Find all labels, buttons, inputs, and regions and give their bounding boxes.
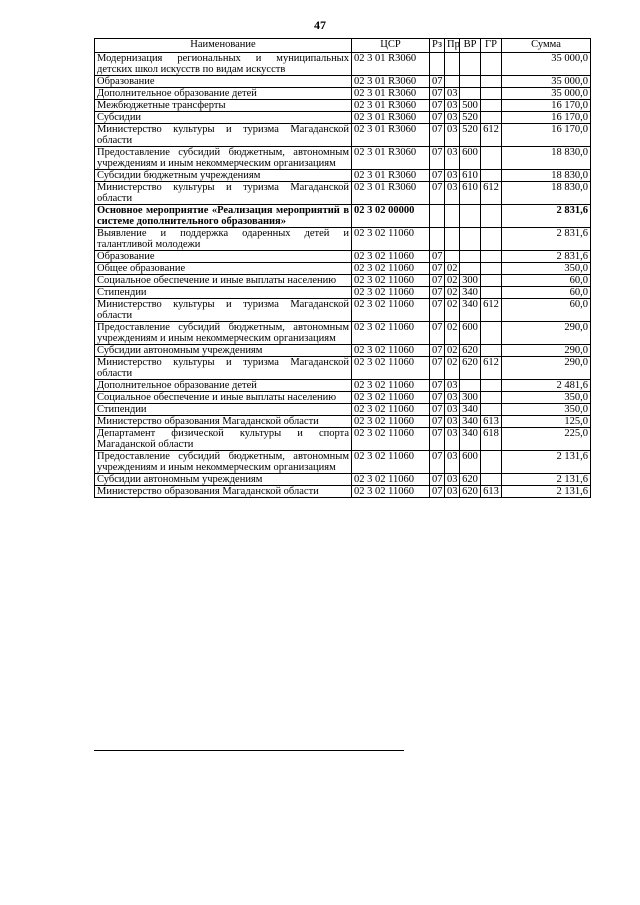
- header-sum: Сумма: [502, 39, 591, 53]
- table-row: [95, 53, 591, 76]
- cell-sum: 16 170,0: [502, 112, 591, 124]
- cell-pr: [445, 228, 460, 251]
- cell-sum: 18 830,0: [502, 147, 591, 170]
- cell-csr: 02 3 02 11060: [352, 486, 430, 498]
- cell-vr: 620: [460, 474, 481, 486]
- cell-pr: 03: [445, 428, 460, 451]
- cell-rz: 07: [430, 170, 445, 182]
- cell-pr: 03: [445, 416, 460, 428]
- cell-vr: 600: [460, 322, 481, 345]
- cell-pr: 03: [445, 147, 460, 170]
- table-row: [95, 124, 591, 147]
- cell-vr: 340: [460, 299, 481, 322]
- table-row: [95, 251, 591, 263]
- cell-pr: 03: [445, 380, 460, 392]
- cell-pr: 02: [445, 357, 460, 380]
- header-name: Наименование: [95, 39, 352, 53]
- cell-rz: 07: [430, 287, 445, 299]
- cell-name: Министерство образования Магаданской области: [95, 416, 352, 428]
- cell-pr: 03: [445, 112, 460, 124]
- cell-gr: [481, 147, 502, 170]
- cell-name: Предоставление субсидий бюджетным, автономным учреждениям и иным некоммерческим организациям: [95, 147, 352, 170]
- table-row: [95, 345, 591, 357]
- cell-vr: [460, 53, 481, 76]
- cell-vr: 620: [460, 486, 481, 498]
- cell-pr: 03: [445, 392, 460, 404]
- cell-csr: 02 3 02 00000: [352, 205, 430, 228]
- cell-csr: 02 3 02 11060: [352, 228, 430, 251]
- cell-vr: 300: [460, 392, 481, 404]
- cell-rz: 07: [430, 345, 445, 357]
- cell-rz: [430, 205, 445, 228]
- cell-rz: [430, 228, 445, 251]
- cell-rz: 07: [430, 88, 445, 100]
- cell-gr: [481, 76, 502, 88]
- table-row: [95, 299, 591, 322]
- cell-name: Социальное обеспечение и иные выплаты населению: [95, 275, 352, 287]
- cell-rz: 07: [430, 147, 445, 170]
- cell-csr: 02 3 02 11060: [352, 322, 430, 345]
- cell-name: Дополнительное образование детей: [95, 88, 352, 100]
- cell-sum: 2 131,6: [502, 486, 591, 498]
- budget-table: [94, 38, 591, 498]
- cell-sum: 35 000,0: [502, 53, 591, 76]
- cell-csr: 02 3 01 R3060: [352, 170, 430, 182]
- cell-rz: 07: [430, 124, 445, 147]
- cell-name: Министерство культуры и туризма Магаданской области: [95, 299, 352, 322]
- cell-name: Предоставление субсидий бюджетным, автономным учреждениям и иным некоммерческим организациям: [95, 322, 352, 345]
- table-row: [95, 147, 591, 170]
- table-row: [95, 182, 591, 205]
- cell-csr: 02 3 02 11060: [352, 275, 430, 287]
- table-row: [95, 275, 591, 287]
- cell-name: Социальное обеспечение и иные выплаты населению: [95, 392, 352, 404]
- cell-gr: 618: [481, 428, 502, 451]
- cell-rz: 07: [430, 100, 445, 112]
- cell-csr: 02 3 02 11060: [352, 404, 430, 416]
- cell-rz: 07: [430, 76, 445, 88]
- cell-pr: 02: [445, 263, 460, 275]
- cell-rz: 07: [430, 416, 445, 428]
- cell-csr: 02 3 01 R3060: [352, 53, 430, 76]
- cell-gr: [481, 404, 502, 416]
- cell-name: Модернизация региональных и муниципальных детских школ искусств по видам искусств: [95, 53, 352, 76]
- cell-sum: 2 831,6: [502, 251, 591, 263]
- cell-csr: 02 3 01 R3060: [352, 76, 430, 88]
- cell-vr: [460, 88, 481, 100]
- cell-pr: [445, 251, 460, 263]
- header-gr: ГР: [481, 39, 502, 53]
- cell-rz: 07: [430, 486, 445, 498]
- cell-gr: [481, 88, 502, 100]
- cell-rz: [430, 53, 445, 76]
- cell-sum: 35 000,0: [502, 88, 591, 100]
- cell-gr: [481, 170, 502, 182]
- table-row: [95, 428, 591, 451]
- table-row: [95, 112, 591, 124]
- table-row: [95, 88, 591, 100]
- table-row: [95, 486, 591, 498]
- cell-pr: 02: [445, 322, 460, 345]
- cell-rz: 07: [430, 380, 445, 392]
- cell-name: Министерство культуры и туризма Магаданской области: [95, 124, 352, 147]
- cell-name: Выявление и поддержка одаренных детей и талантливой молодежи: [95, 228, 352, 251]
- cell-pr: 03: [445, 170, 460, 182]
- cell-sum: 2 831,6: [502, 205, 591, 228]
- cell-rz: 07: [430, 428, 445, 451]
- table-row: [95, 287, 591, 299]
- table-row: [95, 228, 591, 251]
- cell-csr: 02 3 01 R3060: [352, 112, 430, 124]
- cell-name: Образование: [95, 76, 352, 88]
- cell-vr: 500: [460, 100, 481, 112]
- table-row: [95, 170, 591, 182]
- cell-pr: 02: [445, 287, 460, 299]
- cell-rz: 07: [430, 112, 445, 124]
- cell-vr: 620: [460, 357, 481, 380]
- cell-name: Стипендии: [95, 404, 352, 416]
- cell-sum: 16 170,0: [502, 124, 591, 147]
- cell-gr: 612: [481, 299, 502, 322]
- table-row: [95, 322, 591, 345]
- table-row: [95, 474, 591, 486]
- cell-csr: 02 3 02 11060: [352, 287, 430, 299]
- cell-gr: [481, 228, 502, 251]
- cell-csr: 02 3 01 R3060: [352, 88, 430, 100]
- cell-gr: [481, 205, 502, 228]
- cell-sum: 125,0: [502, 416, 591, 428]
- cell-gr: [481, 100, 502, 112]
- table-row: [95, 205, 591, 228]
- cell-gr: [481, 251, 502, 263]
- cell-gr: 612: [481, 357, 502, 380]
- cell-csr: 02 3 02 11060: [352, 299, 430, 322]
- cell-csr: 02 3 01 R3060: [352, 124, 430, 147]
- cell-vr: [460, 76, 481, 88]
- cell-name: Общее образование: [95, 263, 352, 275]
- cell-csr: 02 3 01 R3060: [352, 182, 430, 205]
- cell-vr: 340: [460, 428, 481, 451]
- cell-rz: 07: [430, 474, 445, 486]
- cell-gr: [481, 451, 502, 474]
- cell-pr: 03: [445, 100, 460, 112]
- cell-sum: 350,0: [502, 263, 591, 275]
- cell-vr: 340: [460, 287, 481, 299]
- cell-vr: [460, 251, 481, 263]
- cell-rz: 07: [430, 392, 445, 404]
- cell-sum: 60,0: [502, 275, 591, 287]
- header-pr: Пр: [445, 39, 460, 53]
- cell-gr: 613: [481, 416, 502, 428]
- cell-rz: 07: [430, 357, 445, 380]
- cell-csr: 02 3 02 11060: [352, 357, 430, 380]
- cell-vr: 520: [460, 124, 481, 147]
- cell-gr: [481, 287, 502, 299]
- cell-csr: 02 3 02 11060: [352, 263, 430, 275]
- cell-vr: 600: [460, 147, 481, 170]
- cell-vr: 600: [460, 451, 481, 474]
- cell-name: Субсидии автономным учреждениям: [95, 345, 352, 357]
- cell-pr: [445, 205, 460, 228]
- cell-gr: [481, 112, 502, 124]
- cell-gr: [481, 275, 502, 287]
- cell-gr: 612: [481, 124, 502, 147]
- cell-pr: 03: [445, 88, 460, 100]
- cell-pr: [445, 53, 460, 76]
- header-csr: ЦСР: [352, 39, 430, 53]
- cell-csr: 02 3 01 R3060: [352, 147, 430, 170]
- cell-rz: 07: [430, 451, 445, 474]
- cell-sum: 2 831,6: [502, 228, 591, 251]
- cell-sum: 18 830,0: [502, 170, 591, 182]
- page-number: 47: [314, 18, 326, 32]
- cell-sum: 16 170,0: [502, 100, 591, 112]
- cell-pr: 03: [445, 474, 460, 486]
- cell-sum: 2 131,6: [502, 474, 591, 486]
- cell-vr: [460, 228, 481, 251]
- cell-sum: 18 830,0: [502, 182, 591, 205]
- cell-pr: 03: [445, 404, 460, 416]
- cell-name: Министерство культуры и туризма Магаданской области: [95, 182, 352, 205]
- cell-pr: 02: [445, 345, 460, 357]
- cell-vr: 340: [460, 416, 481, 428]
- cell-pr: 03: [445, 182, 460, 205]
- cell-gr: [481, 474, 502, 486]
- table-header-row: [95, 39, 591, 53]
- cell-name: Дополнительное образование детей: [95, 380, 352, 392]
- cell-name: Субсидии автономным учреждениям: [95, 474, 352, 486]
- cell-sum: 60,0: [502, 287, 591, 299]
- table-row: [95, 76, 591, 88]
- cell-gr: [481, 345, 502, 357]
- cell-name: Субсидии бюджетным учреждениям: [95, 170, 352, 182]
- table-row: [95, 357, 591, 380]
- cell-rz: 07: [430, 182, 445, 205]
- cell-rz: 07: [430, 404, 445, 416]
- cell-sum: 350,0: [502, 404, 591, 416]
- cell-pr: [445, 76, 460, 88]
- table-row: [95, 416, 591, 428]
- cell-csr: 02 3 02 11060: [352, 474, 430, 486]
- cell-name: Министерство культуры и туризма Магаданской области: [95, 357, 352, 380]
- cell-vr: 520: [460, 112, 481, 124]
- cell-name: Образование: [95, 251, 352, 263]
- cell-vr: [460, 380, 481, 392]
- cell-name: Предоставление субсидий бюджетным, автономным учреждениям и иным некоммерческим организациям: [95, 451, 352, 474]
- cell-vr: [460, 205, 481, 228]
- cell-vr: 620: [460, 345, 481, 357]
- cell-gr: [481, 322, 502, 345]
- cell-gr: [481, 53, 502, 76]
- cell-gr: 613: [481, 486, 502, 498]
- cell-vr: 300: [460, 275, 481, 287]
- cell-csr: 02 3 01 R3060: [352, 100, 430, 112]
- cell-csr: 02 3 02 11060: [352, 345, 430, 357]
- cell-vr: 340: [460, 404, 481, 416]
- cell-name: Субсидии: [95, 112, 352, 124]
- cell-name: Министерство образования Магаданской области: [95, 486, 352, 498]
- cell-pr: 03: [445, 124, 460, 147]
- cell-sum: 35 000,0: [502, 76, 591, 88]
- cell-rz: 07: [430, 263, 445, 275]
- cell-gr: [481, 380, 502, 392]
- cell-vr: [460, 263, 481, 275]
- cell-sum: 2 131,6: [502, 451, 591, 474]
- cell-csr: 02 3 02 11060: [352, 251, 430, 263]
- cell-sum: 290,0: [502, 357, 591, 380]
- table-row: [95, 380, 591, 392]
- cell-name: Основное мероприятие «Реализация мероприятий в системе дополнительного образования»: [95, 205, 352, 228]
- cell-pr: 03: [445, 451, 460, 474]
- table-row: [95, 404, 591, 416]
- header-vr: ВР: [460, 39, 481, 53]
- cell-gr: [481, 263, 502, 275]
- table-row: [95, 263, 591, 275]
- cell-csr: 02 3 02 11060: [352, 428, 430, 451]
- cell-rz: 07: [430, 299, 445, 322]
- cell-csr: 02 3 02 11060: [352, 392, 430, 404]
- cell-sum: 290,0: [502, 345, 591, 357]
- cell-csr: 02 3 02 11060: [352, 416, 430, 428]
- cell-csr: 02 3 02 11060: [352, 451, 430, 474]
- cell-name: Департамент физической культуры и спорта Магаданской области: [95, 428, 352, 451]
- cell-vr: 610: [460, 182, 481, 205]
- cell-sum: 350,0: [502, 392, 591, 404]
- cell-sum: 225,0: [502, 428, 591, 451]
- cell-pr: 02: [445, 299, 460, 322]
- table-row: [95, 100, 591, 112]
- table-row: [95, 392, 591, 404]
- cell-sum: 2 481,6: [502, 380, 591, 392]
- table-body: [95, 53, 591, 498]
- cell-sum: 60,0: [502, 299, 591, 322]
- cell-name: Межбюджетные трансферты: [95, 100, 352, 112]
- cell-pr: 02: [445, 275, 460, 287]
- cell-rz: 07: [430, 251, 445, 263]
- cell-rz: 07: [430, 275, 445, 287]
- table-row: [95, 451, 591, 474]
- cell-pr: 03: [445, 486, 460, 498]
- header-rz: Рз: [430, 39, 445, 53]
- cell-rz: 07: [430, 322, 445, 345]
- cell-sum: 290,0: [502, 322, 591, 345]
- cell-gr: [481, 392, 502, 404]
- cell-csr: 02 3 02 11060: [352, 380, 430, 392]
- cell-name: Стипендии: [95, 287, 352, 299]
- footnote-divider: [94, 750, 404, 751]
- cell-vr: 610: [460, 170, 481, 182]
- cell-gr: 612: [481, 182, 502, 205]
